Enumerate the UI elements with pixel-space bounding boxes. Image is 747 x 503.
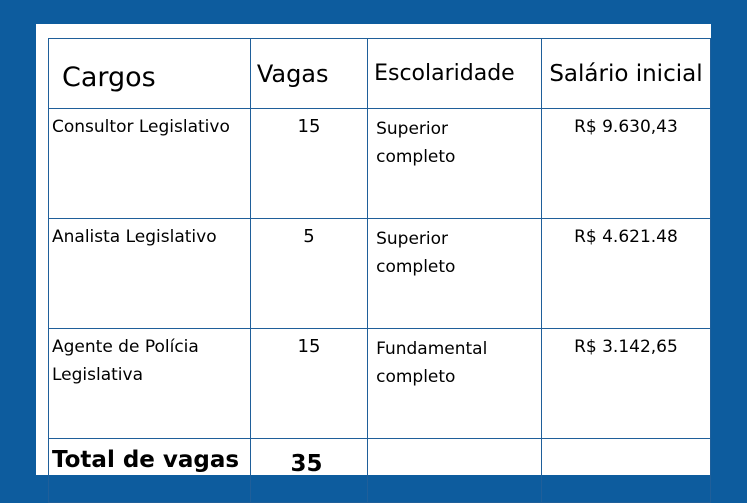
empty-cell bbox=[541, 439, 710, 503]
vagas-cell: 5 bbox=[250, 219, 367, 329]
salario-cell: R$ 9.630,43 bbox=[541, 109, 710, 219]
total-label: Total de vagas bbox=[49, 439, 251, 503]
table-header-row bbox=[49, 39, 711, 109]
vagas-cell: 15 bbox=[250, 329, 367, 439]
escolaridade-line: Fundamental bbox=[376, 339, 488, 359]
salario-cell: R$ 4.621.48 bbox=[541, 219, 710, 329]
total-value: 35 bbox=[250, 439, 367, 503]
cargo-cell: Consultor Legislativo bbox=[49, 109, 251, 219]
header-escolaridade: Escolaridade bbox=[368, 39, 542, 109]
escolaridade-line: completo bbox=[376, 367, 456, 387]
table-row bbox=[49, 329, 711, 439]
header-salario: Salário inicial bbox=[541, 39, 710, 109]
escolaridade-cell bbox=[368, 329, 542, 439]
escolaridade-line: completo bbox=[376, 257, 456, 277]
document-sheet bbox=[36, 24, 711, 475]
escolaridade-line: completo bbox=[376, 147, 456, 167]
table-row bbox=[49, 219, 711, 329]
cargo-cell: Analista Legislativo bbox=[49, 219, 251, 329]
escolaridade-line: Superior bbox=[376, 119, 449, 139]
escolaridade-cell bbox=[368, 109, 542, 219]
escolaridade-line: Superior bbox=[376, 229, 449, 249]
vagas-cell: 15 bbox=[250, 109, 367, 219]
cargo-cell: Agente de Polícia Legislativa bbox=[49, 329, 251, 439]
salario-cell: R$ 3.142,65 bbox=[541, 329, 710, 439]
header-cargos: Cargos bbox=[49, 39, 251, 109]
escolaridade-cell bbox=[368, 219, 542, 329]
positions-table bbox=[48, 38, 711, 503]
header-vagas: Vagas bbox=[250, 39, 367, 109]
empty-cell bbox=[368, 439, 542, 503]
table-row bbox=[49, 109, 711, 219]
total-row bbox=[49, 439, 711, 503]
